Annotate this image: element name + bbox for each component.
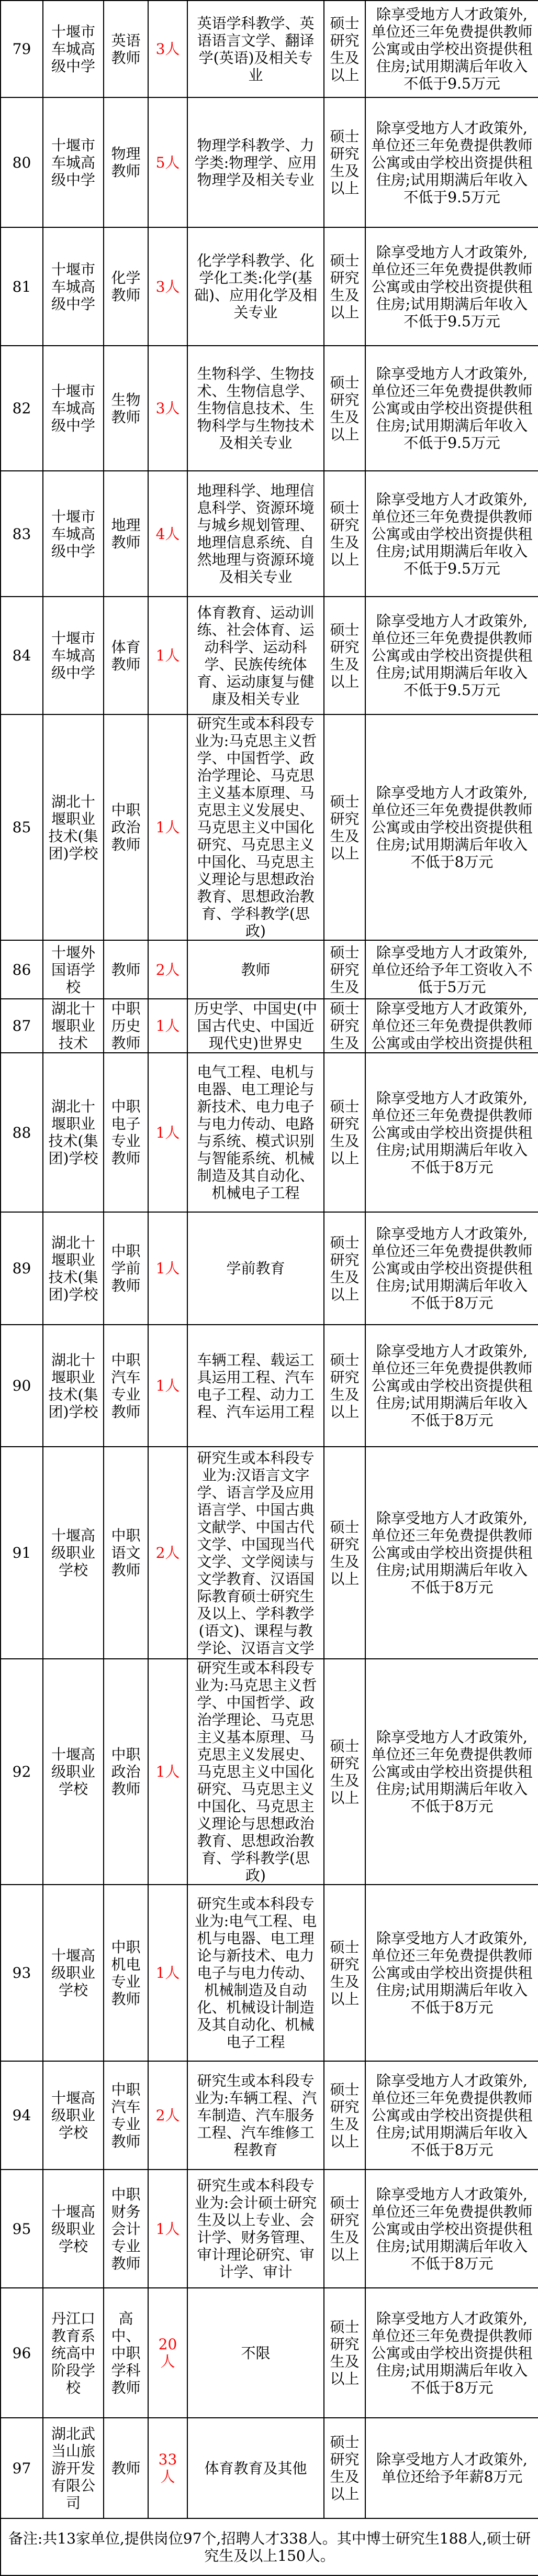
unit-cell: 十堰高级职业学校 [43,2170,104,2288]
education-cell: 硕士研究生及以上 [324,1325,365,1447]
row-no: 90 [1,1325,43,1447]
count-cell: 1人 [148,1885,187,2061]
table-row [1,1325,538,1447]
position-cell: 中职学前教师 [104,1212,148,1325]
count-cell: 3人 [148,1,187,97]
table-row [1,2170,538,2288]
table-row [1,346,538,471]
count-cell: 1人 [148,1212,187,1325]
unit-cell: 十堰市车城高级中学 [43,227,104,346]
row-no: 82 [1,346,43,471]
education-cell: 硕士研究生及以上 [324,2170,365,2288]
benefit-cell: 除享受地方人才政策外,单位还三年免费提供教师公寓或由学校出资提供租 [365,999,538,1053]
major-cell: 电气工程、电机与电器、电工理论与新技术、电力电子与电力传动、电路与系统、模式识别与智能系统、机械制造及其自动化、机械电子工程 [187,1053,324,1212]
position-cell: 中职汽车专业教师 [104,2061,148,2170]
count-cell: 5人 [148,97,187,227]
position-cell: 中职政治教师 [104,1659,148,1885]
unit-cell: 十堰市车城高级中学 [43,1,104,97]
unit-cell: 湖北十堰职业技术(集团)学校 [43,1053,104,1212]
major-cell: 学前教育 [187,1212,324,1325]
benefit-cell: 除享受地方人才政策外,单位还给予年工资收入不低于5万元 [365,940,538,999]
position-cell: 中职历史教师 [104,999,148,1053]
count-cell: 20人 [148,2288,187,2418]
major-cell: 教师 [187,940,324,999]
position-cell: 教师 [104,2418,148,2518]
benefit-cell: 除享受地方人才政策外,单位还三年免费提供教师公寓或由学校出资提供租住房;试用期满后年收入不低于8万元 [365,1659,538,1885]
education-cell: 硕士研究生及以上 [324,1212,365,1325]
benefit-cell: 除享受地方人才政策外,单位还三年免费提供教师公寓或由学校出资提供租住房;试用期满后年收入不低于9.5万元 [365,471,538,597]
position-cell: 体育教师 [104,597,148,714]
unit-cell: 丹江口教育系统高中阶段学校 [43,2288,104,2418]
benefit-cell: 除享受地方人才政策外,单位还三年免费提供教师公寓或由学校出资提供租住房;试用期满后年收入不低于9.5万元 [365,346,538,471]
row-no: 85 [1,714,43,940]
row-no: 83 [1,471,43,597]
education-cell: 硕士研究生及以上 [324,1,365,97]
table-row [1,1447,538,1659]
position-cell: 中职电子专业教师 [104,1053,148,1212]
education-cell: 硕士研究生及以上 [324,714,365,940]
unit-cell: 十堰外国语学校 [43,940,104,999]
position-cell: 教师 [104,940,148,999]
table-row [1,999,538,1053]
benefit-cell: 除享受地方人才政策外,单位还三年免费提供教师公寓或由学校出资提供租住房;试用期满后年收入不低于8万元 [365,2288,538,2418]
position-cell: 地理教师 [104,471,148,597]
education-cell: 硕士研究生及以上 [324,346,365,471]
major-cell: 研究生或本科段专业为:马克思主义哲学、中国哲学、政治学理论、马克思主义基本原理、马克思主义发展史、马克思主义中国化研究、马克思主义中国化、马克思主义理论与思想政治教育、思想政治教育、学科教学(思政) [187,714,324,940]
major-cell: 物理学科教学、力学类:物理学、应用物理学及相关专业 [187,97,324,227]
row-no: 93 [1,1885,43,2061]
education-cell: 硕士研究生及 [324,940,365,999]
count-cell: 1人 [148,1053,187,1212]
benefit-cell: 除享受地方人才政策外,单位还三年免费提供教师公寓或由学校出资提供租住房;试用期满后年收入不低于8万元 [365,1212,538,1325]
unit-cell: 十堰市车城高级中学 [43,471,104,597]
unit-cell: 十堰市车城高级中学 [43,346,104,471]
table-row [1,2061,538,2170]
position-cell: 英语教师 [104,1,148,97]
education-cell: 硕士研究生及以上 [324,597,365,714]
row-no: 80 [1,97,43,227]
position-cell: 生物教师 [104,346,148,471]
education-cell: 硕士研究生及以上 [324,97,365,227]
row-no: 91 [1,1447,43,1659]
row-no: 95 [1,2170,43,2288]
position-cell: 中职语文教师 [104,1447,148,1659]
row-no: 94 [1,2061,43,2170]
count-cell: 1人 [148,1325,187,1447]
education-cell: 硕士研究生及以上 [324,2061,365,2170]
position-cell: 化学教师 [104,227,148,346]
education-cell: 硕士研究生及以上 [324,1053,365,1212]
row-no: 97 [1,2418,43,2518]
count-cell: 3人 [148,346,187,471]
benefit-cell: 除享受地方人才政策外,单位还三年免费提供教师公寓或由学校出资提供租住房;试用期满后年收入不低于8万元 [365,1325,538,1447]
major-cell: 生物科学、生物技术、生物信息学、生物信息技术、生物科学与生物技术及相关专业 [187,346,324,471]
unit-cell: 十堰高级职业学校 [43,2061,104,2170]
row-no: 96 [1,2288,43,2418]
position-cell: 中职汽车专业教师 [104,1325,148,1447]
count-cell: 2人 [148,2061,187,2170]
count-cell: 2人 [148,940,187,999]
benefit-cell: 除享受地方人才政策外,单位还三年免费提供教师公寓或由学校出资提供租住房;试用期满后年收入不低于8万元 [365,2170,538,2288]
table-row [1,940,538,999]
row-no: 87 [1,999,43,1053]
education-cell: 硕士研究生及以上 [324,2418,365,2518]
table-row [1,2418,538,2518]
major-cell: 研究生或本科段专业为:会计硕士研究生及以上专业、会计学、财务管理、审计理论研究、审计学、审计 [187,2170,324,2288]
benefit-cell: 除享受地方人才政策外,单位还三年免费提供教师公寓或由学校出资提供租住房;试用期满后年收入不低于9.5万元 [365,1,538,97]
count-cell: 3人 [148,227,187,346]
count-cell: 4人 [148,471,187,597]
row-no: 86 [1,940,43,999]
table-row [1,1053,538,1212]
unit-cell: 十堰市车城高级中学 [43,97,104,227]
position-cell: 高中、中职学科教师 [104,2288,148,2418]
unit-cell: 湖北十堰职业技术(集团)学校 [43,1325,104,1447]
count-cell: 1人 [148,597,187,714]
unit-cell: 十堰高级职业学校 [43,1447,104,1659]
count-cell: 2人 [148,1447,187,1659]
count-cell: 1人 [148,2170,187,2288]
row-no: 88 [1,1053,43,1212]
education-cell: 硕士研究生及 [324,999,365,1053]
education-cell: 硕士研究生及以上 [324,227,365,346]
table-row [1,1212,538,1325]
position-cell: 中职财务会计专业教师 [104,2170,148,2288]
unit-cell: 湖北十堰职业技术 [43,999,104,1053]
notes-cell: 备注:共13家单位,提供岗位97个,招聘人才338人。其中博士研究生188人,硕士研究生及以上150人。 [1,2518,538,2575]
major-cell: 体育教育、运动训练、社会体育、运动科学、运动科学、民族传统体育、运动康复与健康及相关专业 [187,597,324,714]
benefit-cell: 除享受地方人才政策外,单位还三年免费提供教师公寓或由学校出资提供租住房;试用期满后年收入不低于9.5万元 [365,227,538,346]
major-cell: 体育教育及其他 [187,2418,324,2518]
unit-cell: 十堰高级职业学校 [43,1885,104,2061]
row-no: 81 [1,227,43,346]
education-cell: 硕士研究生及以上 [324,1885,365,2061]
count-cell: 1人 [148,999,187,1053]
table-row [1,1885,538,2061]
unit-cell: 湖北武当山旅游开发有限公司 [43,2418,104,2518]
count-cell: 33人 [148,2418,187,2518]
unit-cell: 湖北十堰职业技术(集团)学校 [43,714,104,940]
benefit-cell: 除享受地方人才政策外,单位还给予年薪8万元 [365,2418,538,2518]
table-row [1,1,538,97]
row-no: 89 [1,1212,43,1325]
education-cell: 硕士研究生及以上 [324,471,365,597]
major-cell: 历史学、中国史(中国古代史、中国近现代史)世界史 [187,999,324,1053]
major-cell: 不限 [187,2288,324,2418]
benefit-cell: 除享受地方人才政策外,单位还三年免费提供教师公寓或由学校出资提供租住房;试用期满后年收入不低于8万元 [365,1447,538,1659]
benefit-cell: 除享受地方人才政策外,单位还三年免费提供教师公寓或由学校出资提供租住房;试用期满后年收入不低于8万元 [365,714,538,940]
table-row [1,97,538,227]
position-cell: 物理教师 [104,97,148,227]
row-no: 84 [1,597,43,714]
major-cell: 地理科学、地理信息科学、资源环境与城乡规划管理、地理信息系统、自然地理与资源环境及相关专业 [187,471,324,597]
education-cell: 硕士研究生及以上 [324,1659,365,1885]
position-cell: 中职政治教师 [104,714,148,940]
count-cell: 1人 [148,1659,187,1885]
table-row [1,597,538,714]
benefit-cell: 除享受地方人才政策外,单位还三年免费提供教师公寓或由学校出资提供租住房;试用期满后年收入不低于8万元 [365,2061,538,2170]
major-cell: 化学学科教学、化学化工类:化学(基础)、应用化学及相关专业 [187,227,324,346]
education-cell: 硕士研究生及以上 [324,1447,365,1659]
row-no: 79 [1,1,43,97]
position-cell: 中职机电专业教师 [104,1885,148,2061]
count-cell: 1人 [148,714,187,940]
table-row [1,227,538,346]
unit-cell: 湖北十堰职业技术(集团)学校 [43,1212,104,1325]
benefit-cell: 除享受地方人才政策外,单位还三年免费提供教师公寓或由学校出资提供租住房;试用期满后年收入不低于8万元 [365,1053,538,1212]
benefit-cell: 除享受地方人才政策外,单位还三年免费提供教师公寓或由学校出资提供租住房;试用期满后年收入不低于9.5万元 [365,97,538,227]
education-cell: 硕士研究生及以上 [324,2288,365,2418]
table-row [1,714,538,940]
notes-row [1,2518,538,2575]
table-row [1,1659,538,1885]
major-cell: 研究生或本科段专业为:电气工程、电机与电器、电工理论与新技术、电力电子与电力传动、机械制造及自动化、机械设计制造及其自动化、机械电子工程 [187,1885,324,2061]
major-cell: 研究生或本科段专业为:马克思主义哲学、中国哲学、政治学理论、马克思主义基本原理、马克思主义发展史、马克思主义中国化研究、马克思主义中国化、马克思主义理论与思想政治教育、思想政治教育、学科教学(思政) [187,1659,324,1885]
benefit-cell: 除享受地方人才政策外,单位还三年免费提供教师公寓或由学校出资提供租住房;试用期满后年收入不低于9.5万元 [365,597,538,714]
benefit-cell: 除享受地方人才政策外,单位还三年免费提供教师公寓或由学校出资提供租住房;试用期满后年收入不低于8万元 [365,1885,538,2061]
major-cell: 车辆工程、载运工具运用工程、汽车电子工程、动力工程、汽车运用工程 [187,1325,324,1447]
major-cell: 英语学科教学、英语语言文学、翻译学(英语)及相关专业 [187,1,324,97]
unit-cell: 十堰市车城高级中学 [43,597,104,714]
major-cell: 研究生或本科段专业为:车辆工程、汽车制造、汽车服务工程、汽车维修工程教育 [187,2061,324,2170]
unit-cell: 十堰高级职业学校 [43,1659,104,1885]
table-row [1,2288,538,2418]
major-cell: 研究生或本科段专业为:汉语言文字学、语言学及应用语言学、中国古典文献学、中国古代文学、中国现当代文学、文学阅读与文学教育、汉语国际教育硕士研究生及以上、学科教学(语文)、课程与教学论、汉语言文学 [187,1447,324,1659]
table-row [1,471,538,597]
row-no: 92 [1,1659,43,1885]
